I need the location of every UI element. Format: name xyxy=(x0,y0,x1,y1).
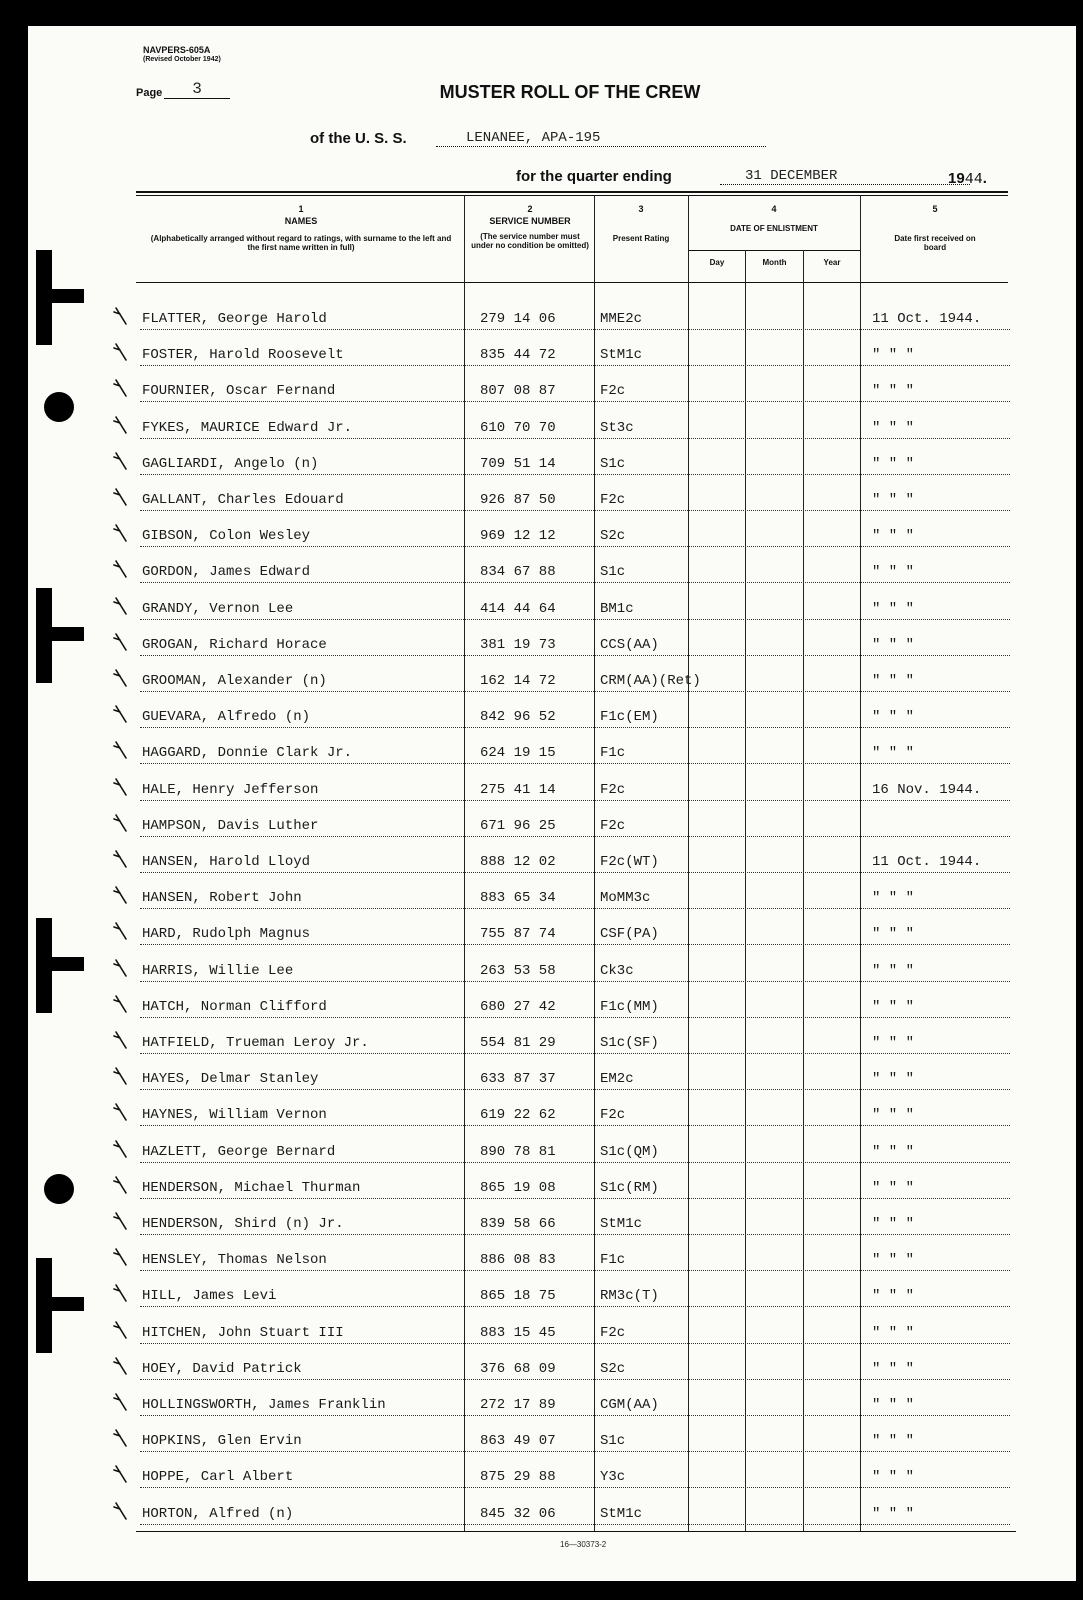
crew-row xyxy=(0,1343,1083,1380)
date-received: " " " xyxy=(872,998,915,1015)
present-rating: F2c xyxy=(600,492,626,508)
names-header: 1 NAMES (Alphabetically arranged without regard to ratings, with surname to the left and the first name written in full) xyxy=(150,204,452,252)
present-rating: F2c xyxy=(600,383,626,400)
crew-name: HAYNES, William Vernon xyxy=(142,1107,327,1124)
crew-name: FOSTER, Harold Roosevelt xyxy=(142,347,344,364)
service-number: 624 19 15 xyxy=(480,745,556,762)
crew-row xyxy=(0,1053,1083,1090)
page-label: Page xyxy=(136,87,163,99)
present-rating: MoMM3c xyxy=(600,890,651,907)
present-rating: F2c xyxy=(600,817,626,834)
service-number: 381 19 73 xyxy=(480,636,556,653)
check-mark-icon xyxy=(112,1493,142,1523)
date-received: " " " xyxy=(872,1360,915,1377)
crew-row xyxy=(0,474,1083,511)
service-number: 865 18 75 xyxy=(480,1288,556,1305)
service-number: 969 12 12 xyxy=(480,528,556,545)
date-received: " " " xyxy=(872,528,915,545)
date-received: " " " xyxy=(872,673,915,689)
service-number: 619 22 62 xyxy=(480,1107,556,1124)
check-mark-icon xyxy=(112,1022,142,1052)
service-number: 272 17 89 xyxy=(480,1397,556,1413)
crew-row xyxy=(0,365,1083,402)
present-rating: S1c xyxy=(600,564,626,581)
print-code: 16—30373-2 xyxy=(560,1540,607,1549)
service-number: 279 14 06 xyxy=(480,311,556,327)
crew-name: GROOMAN, Alexander (n) xyxy=(142,673,327,689)
date-received: " " " xyxy=(872,419,915,436)
ship-name: LENANEE, APA-195 xyxy=(436,130,766,147)
date-received: " " " xyxy=(872,1469,915,1486)
service-number: 709 51 14 xyxy=(480,455,556,472)
present-rating: F1c(EM) xyxy=(600,709,659,726)
present-rating: CSF(PA) xyxy=(600,926,659,943)
service-number: 834 67 88 xyxy=(480,564,556,581)
crew-name: GAGLIARDI, Angelo (n) xyxy=(142,455,319,472)
check-mark-icon xyxy=(112,1203,142,1233)
service-number: 671 96 25 xyxy=(480,817,556,834)
check-mark-icon xyxy=(112,950,142,980)
date-received: " " " xyxy=(872,962,915,979)
check-mark-icon xyxy=(112,1456,142,1486)
check-mark-icon xyxy=(112,1348,142,1378)
service-number: 263 53 58 xyxy=(480,962,556,979)
crew-name: HANSEN, Harold Lloyd xyxy=(142,854,311,870)
crew-row xyxy=(0,836,1083,873)
crew-row xyxy=(0,764,1083,801)
crew-name: HANSEN, Robert John xyxy=(142,890,302,907)
quarter-label: for the quarter ending xyxy=(516,168,672,185)
check-mark-icon xyxy=(112,732,142,762)
date-received: " " " xyxy=(872,455,915,472)
check-mark-icon xyxy=(112,370,142,400)
page-title: MUSTER ROLL OF THE CREW xyxy=(439,82,701,102)
crew-name: HARRIS, Willie Lee xyxy=(142,962,294,979)
form-number: NAVPERS-605A (Revised October 1942) xyxy=(143,45,221,63)
crew-row xyxy=(0,619,1083,656)
date-received: " " " xyxy=(872,636,915,653)
date-received: " " " xyxy=(872,1071,915,1088)
present-rating: Ck3c xyxy=(600,962,634,979)
crew-name: FLATTER, George Harold xyxy=(142,311,327,327)
crew-name: GROGAN, Richard Horace xyxy=(142,636,327,653)
header-rule-top-2 xyxy=(136,195,1008,196)
date-received: " " " xyxy=(872,1397,915,1413)
check-mark-icon xyxy=(112,624,142,654)
crew-row xyxy=(0,800,1083,837)
present-rating: St3c xyxy=(600,419,634,436)
rating-header: 3 Present Rating xyxy=(612,204,670,243)
crew-name: GALLANT, Charles Edouard xyxy=(142,492,344,508)
header-rule-top xyxy=(136,191,1008,193)
crew-row xyxy=(0,546,1083,583)
service-number: 376 68 09 xyxy=(480,1360,556,1377)
crew-row xyxy=(0,981,1083,1018)
check-mark-icon xyxy=(112,1384,142,1414)
crew-name: HENDERSON, Michael Thurman xyxy=(142,1179,361,1196)
crew-row xyxy=(0,1488,1083,1525)
service-number: 610 70 70 xyxy=(480,419,556,436)
header-rule-bottom xyxy=(136,282,1008,283)
year-prefix: 19 xyxy=(948,170,965,187)
service-number: 888 12 02 xyxy=(480,854,556,870)
service-number: 865 19 08 xyxy=(480,1179,556,1196)
crew-row xyxy=(0,510,1083,547)
date-received: " " " xyxy=(872,383,915,400)
service-number: 926 87 50 xyxy=(480,492,556,508)
crew-row xyxy=(0,293,1083,330)
check-mark-icon xyxy=(112,1131,142,1161)
check-mark-icon xyxy=(112,515,142,545)
date-received: " " " xyxy=(872,1288,915,1305)
crew-row xyxy=(0,945,1083,982)
crew-row xyxy=(0,1017,1083,1054)
date-received: 11 Oct. 1944. xyxy=(872,854,982,870)
check-mark-icon xyxy=(112,660,142,690)
date-received: " " " xyxy=(872,926,915,943)
check-mark-icon xyxy=(112,696,142,726)
service-number: 633 87 37 xyxy=(480,1071,556,1088)
check-mark-icon xyxy=(112,479,142,509)
crew-name: HOPPE, Carl Albert xyxy=(142,1469,294,1486)
page-number: 3 xyxy=(164,80,230,99)
date-received: " " " xyxy=(872,600,915,617)
crew-name: HALE, Henry Jefferson xyxy=(142,781,319,798)
present-rating: BM1c xyxy=(600,600,634,617)
crew-name: FOURNIER, Oscar Fernand xyxy=(142,383,336,400)
present-rating: RM3c(T) xyxy=(600,1288,659,1305)
service-number-header: 2 SERVICE NUMBER (The service number must under no condition be omitted) xyxy=(471,204,589,250)
crew-name: HAGGARD, Donnie Clark Jr. xyxy=(142,745,353,762)
date-received: " " " xyxy=(872,1107,915,1124)
crew-name: HITCHEN, John Stuart III xyxy=(142,1324,344,1341)
present-rating: S1c(RM) xyxy=(600,1179,659,1196)
service-number: 863 49 07 xyxy=(480,1433,556,1450)
check-mark-icon xyxy=(112,443,142,473)
present-rating: F2c xyxy=(600,1107,626,1124)
crew-row xyxy=(0,1234,1083,1271)
present-rating: S2c xyxy=(600,1360,626,1377)
crew-name: HOEY, David Patrick xyxy=(142,1360,302,1377)
service-number: 883 65 34 xyxy=(480,890,556,907)
present-rating: CCS(AA) xyxy=(600,636,659,653)
crew-row xyxy=(0,438,1083,475)
crew-row xyxy=(0,1415,1083,1452)
crew-name: GRANDY, Vernon Lee xyxy=(142,600,294,617)
enlist-year-header: Year xyxy=(823,258,841,267)
present-rating: S1c xyxy=(600,1433,626,1450)
enlist-month-header: Month xyxy=(762,258,787,267)
date-received: " " " xyxy=(872,1505,915,1522)
crew-name: HATFIELD, Trueman Leroy Jr. xyxy=(142,1035,369,1051)
service-number: 835 44 72 xyxy=(480,347,556,364)
present-rating: CRM(AA)(Ret) xyxy=(600,673,701,689)
present-rating: F2c xyxy=(600,781,626,798)
crew-row xyxy=(0,908,1083,945)
ship-label: of the U. S. S. xyxy=(310,130,407,147)
date-received: " " " xyxy=(872,1143,915,1160)
check-mark-icon xyxy=(112,551,142,581)
enlist-day-header: Day xyxy=(709,258,725,267)
date-received: " " " xyxy=(872,709,915,726)
present-rating: S1c xyxy=(600,455,626,472)
date-received: " " " xyxy=(872,1324,915,1341)
crew-row xyxy=(0,402,1083,439)
date-received: 11 Oct. 1944. xyxy=(872,311,982,327)
date-received: " " " xyxy=(872,1035,915,1051)
present-rating: Y3c xyxy=(600,1469,626,1486)
date-received: " " " xyxy=(872,745,915,762)
check-mark-icon xyxy=(112,1312,142,1342)
date-received: " " " xyxy=(872,1252,915,1269)
date-received: 16 Nov. 1944. xyxy=(872,781,982,798)
table-bottom-rule xyxy=(136,1531,1016,1532)
check-mark-icon xyxy=(112,841,142,871)
date-received: " " " xyxy=(872,564,915,581)
service-number: 890 78 81 xyxy=(480,1143,556,1160)
crew-row xyxy=(0,1198,1083,1235)
check-mark-icon xyxy=(112,1094,142,1124)
crew-row xyxy=(0,872,1083,909)
crew-name: GIBSON, Colon Wesley xyxy=(142,528,311,545)
present-rating: StM1c xyxy=(600,1216,643,1232)
enlist-subheader-rule xyxy=(688,250,860,251)
crew-name: HAZLETT, George Bernard xyxy=(142,1143,336,1160)
date-received: " " " xyxy=(872,1216,915,1232)
check-mark-icon xyxy=(112,1058,142,1088)
service-number: 839 58 66 xyxy=(480,1216,556,1232)
year: 1944. xyxy=(948,170,987,188)
crew-name: HENDERSON, Shird (n) Jr. xyxy=(142,1216,344,1232)
crew-name: HOPKINS, Glen Ervin xyxy=(142,1433,302,1450)
check-mark-icon xyxy=(112,1275,142,1305)
crew-name: HOLLINGSWORTH, James Franklin xyxy=(142,1397,386,1413)
enlistment-header: 4 DATE OF ENLISTMENT xyxy=(730,204,818,233)
present-rating: F2c xyxy=(600,1324,626,1341)
present-rating: S2c xyxy=(600,528,626,545)
year-suffix: 44 xyxy=(964,171,983,188)
date-received: " " " xyxy=(872,890,915,907)
present-rating: EM2c xyxy=(600,1071,634,1088)
crew-row xyxy=(0,583,1083,620)
crew-row xyxy=(0,1307,1083,1344)
crew-row xyxy=(0,1270,1083,1307)
check-mark-icon xyxy=(112,913,142,943)
service-number: 845 32 06 xyxy=(480,1505,556,1522)
crew-name: HENSLEY, Thomas Nelson xyxy=(142,1252,327,1269)
present-rating: S1c(QM) xyxy=(600,1143,659,1160)
crew-row xyxy=(0,1451,1083,1488)
service-number: 807 08 87 xyxy=(480,383,556,400)
check-mark-icon xyxy=(112,334,142,364)
service-number: 875 29 88 xyxy=(480,1469,556,1486)
received-header: 5 Date first received on board xyxy=(894,204,976,252)
crew-row xyxy=(0,691,1083,728)
present-rating: MME2c xyxy=(600,311,643,327)
present-rating: F1c(MM) xyxy=(600,998,659,1015)
crew-name: FYKES, MAURICE Edward Jr. xyxy=(142,419,353,436)
check-mark-icon xyxy=(112,588,142,618)
date-received: " " " xyxy=(872,1433,915,1450)
crew-row xyxy=(0,1089,1083,1126)
crew-row xyxy=(0,329,1083,366)
present-rating: StM1c xyxy=(600,1505,643,1522)
present-rating: CGM(AA) xyxy=(600,1397,659,1413)
crew-row xyxy=(0,1126,1083,1163)
check-mark-icon xyxy=(112,298,142,328)
service-number: 886 08 83 xyxy=(480,1252,556,1269)
present-rating: F2c(WT) xyxy=(600,854,659,870)
row-dotted-line xyxy=(140,1524,1010,1525)
service-number: 275 41 14 xyxy=(480,781,556,798)
service-number: 680 27 42 xyxy=(480,998,556,1015)
service-number: 554 81 29 xyxy=(480,1035,556,1051)
service-number: 883 15 45 xyxy=(480,1324,556,1341)
crew-row xyxy=(0,727,1083,764)
check-mark-icon xyxy=(112,1420,142,1450)
date-received: " " " xyxy=(872,492,915,508)
crew-name: HATCH, Norman Clifford xyxy=(142,998,327,1015)
crew-name: HAYES, Delmar Stanley xyxy=(142,1071,319,1088)
service-number: 755 87 74 xyxy=(480,926,556,943)
service-number: 414 44 64 xyxy=(480,600,556,617)
quarter-date: 31 DECEMBER xyxy=(720,168,970,185)
crew-name: GORDON, James Edward xyxy=(142,564,311,581)
service-number: 162 14 72 xyxy=(480,673,556,689)
date-received: " " " xyxy=(872,347,915,364)
present-rating: S1c(SF) xyxy=(600,1035,659,1051)
crew-row xyxy=(0,1379,1083,1416)
crew-name: HILL, James Levi xyxy=(142,1288,277,1305)
check-mark-icon xyxy=(112,769,142,799)
present-rating: StM1c xyxy=(600,347,643,364)
check-mark-icon xyxy=(112,805,142,835)
crew-name: HAMPSON, Davis Luther xyxy=(142,817,319,834)
crew-name: GUEVARA, Alfredo (n) xyxy=(142,709,311,726)
check-mark-icon xyxy=(112,1239,142,1269)
crew-row xyxy=(0,655,1083,692)
present-rating: F1c xyxy=(600,1252,626,1269)
crew-row xyxy=(0,1162,1083,1199)
check-mark-icon xyxy=(112,407,142,437)
check-mark-icon xyxy=(112,877,142,907)
crew-name: HORTON, Alfred (n) xyxy=(142,1505,294,1522)
date-received: " " " xyxy=(872,1179,915,1196)
service-number: 842 96 52 xyxy=(480,709,556,726)
crew-name: HARD, Rudolph Magnus xyxy=(142,926,311,943)
present-rating: F1c xyxy=(600,745,626,762)
check-mark-icon xyxy=(112,1167,142,1197)
check-mark-icon xyxy=(112,986,142,1016)
